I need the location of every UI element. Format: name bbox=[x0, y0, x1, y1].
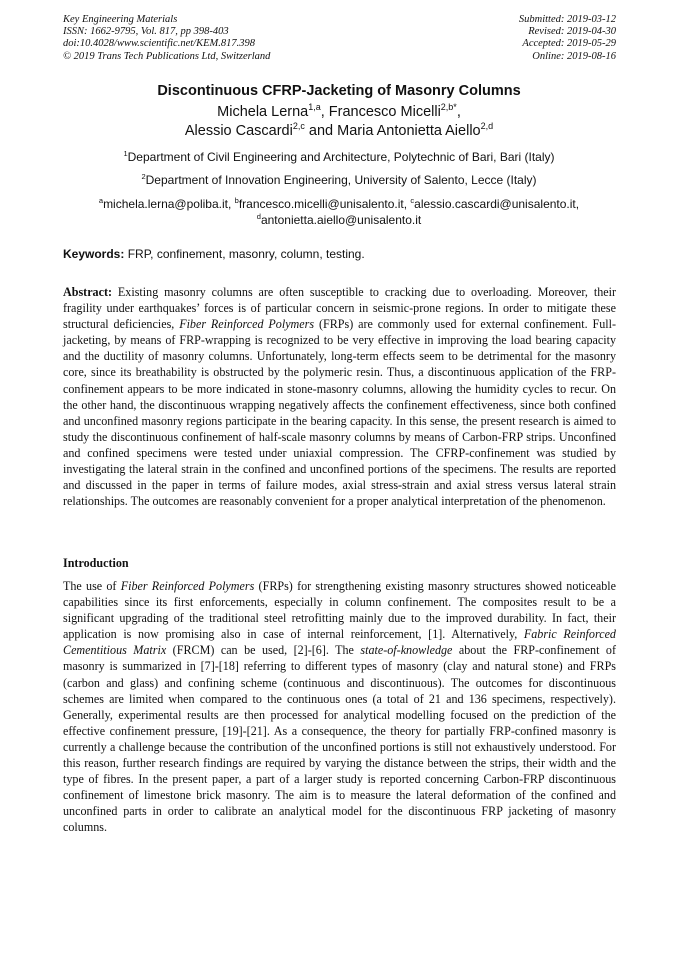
date-submitted: Submitted: 2019-03-12 bbox=[518, 14, 616, 25]
abstract-text: (FRPs) are commonly used for external confinement. Full-jacketing, by means of FRP-wrapping is recognized to be very effective in improving the load bearing capacity and the ductility of masonry columns. Unfortunately, long-term effects seem to be detrimental for the masonry core, since its breathability is obstructed by the polymeric resin. Thus, a discontinuous application of the FRP-confinement appears to be more indicated in stone-masonry columns, allowing the humidity cycles to recur. On the other hand, the discontinuous wrapping negatively affects the confinement effectiveness, since both confined and unconfined masonry regions participate in the bearing capacity. In this sense, the present research is aimed to study the discontinuous confinement of half-scale masonry columns by means of Carbon-FRP strips. Unconfined and confined specimens were tested under uniaxial compression. The CFRP-confinement was studied by investigating the lateral strain in the confined and unconfined portions of the specimens. The results are reported and discussed in the paper in terms of failure modes, axial stress-strain and axial stress versus lateral strain relationships. The outcomes are reasonably convenient for a proper analytical interpretation of the phenomenon. bbox=[63, 317, 616, 509]
date-online: Online: 2019-08-16 bbox=[532, 50, 616, 62]
intro-text: The use of bbox=[63, 579, 121, 593]
email-marker: b bbox=[234, 196, 239, 205]
author-name: Michela Lerna bbox=[217, 104, 309, 120]
author-affiliation-marker: 2,c bbox=[292, 121, 305, 132]
intro-italic-term: Fiber Reinforced Polymers bbox=[120, 579, 255, 593]
intro-italic-term: state-of-knowledge bbox=[360, 643, 453, 658]
affiliation-text: Department of Innovation Engineering, University of Salento, Lecce (Italy) bbox=[145, 173, 537, 187]
intro-text: (FRCM) can be used, [2]-[6]. The bbox=[166, 643, 361, 658]
keywords bbox=[63, 247, 618, 262]
abstract-italic-term: Fiber Reinforced Polymers bbox=[179, 317, 315, 332]
email-line-1 bbox=[0, 196, 678, 212]
keywords-text: FRP, confinement, masonry, column, testing. bbox=[124, 247, 365, 261]
affiliation-marker: 1 bbox=[123, 149, 128, 158]
author-affiliation-marker: 1,a bbox=[308, 102, 321, 113]
keywords-label: Keywords: bbox=[63, 247, 125, 261]
intro-italic-term: Fabric Reinforced Cementitious Matrix bbox=[63, 627, 616, 658]
author-list bbox=[0, 103, 678, 141]
intro-text: about the FRP-confinement of masonry is summarized in [7]-[18] referring to different types of masonry (clay and natural stone) and FRPs (carbon and glass) and confining scheme (continuous and discontinuous). The outcomes for discontinuous schemes are limited when compared to the continuous ones (a total of 21 and 136 specimens, respectively). Generally, experimental results are then processed for analytical modelling focused on the prediction of the effective confinement pressure, [19]-[21]. As a consequence, the theory for partially FRP-confined masonry is currently a challenge because the contribution of the unconfined portions is still not exhaustively understood. For this reason, further research findings are required by varying the distance between the strips, their width and the type of fibres. In the present paper, a part of a larger study is reported concerning Carbon-FRP discontinuous confinement of limestone brick masonry. The aim is to measure the lateral deformation of the confined and unconfined parts in order to calibrate an analytical model for the discontinuous FRP jacketing of masonry columns. bbox=[63, 643, 616, 835]
paper-title: Discontinuous CFRP-Jacketing of Masonry Columns bbox=[157, 83, 521, 99]
introduction-paragraph bbox=[63, 578, 616, 836]
journal-issn: ISSN: 1662-9795, Vol. 817, pp 398-403 bbox=[63, 26, 229, 38]
abstract-label: Abstract: bbox=[63, 285, 113, 299]
intro-text: (FRPs) for strengthening existing masonry structures showed noticeable capabilities since its first enforcements, especially in column confinement. The composites result to be a significant upgrading of the traditional steel retrofitting mainly due to the improved durability. In fact, their application is now promising also in case of internal reinforcement, [1]. Alternatively, bbox=[63, 579, 616, 642]
author-separator: and bbox=[304, 123, 338, 139]
author-line-2 bbox=[0, 122, 678, 141]
author-affiliation-marker: 2,b* bbox=[440, 102, 457, 113]
author-name: Maria Antonietta Aiello bbox=[337, 123, 481, 139]
affiliation-2 bbox=[0, 173, 678, 188]
email-link[interactable]: alessio.cascardi@unisalento.it, bbox=[414, 197, 580, 211]
email-line-2 bbox=[0, 212, 678, 228]
affiliation-1 bbox=[0, 150, 678, 165]
journal-name: Key Engineering Materials bbox=[63, 14, 178, 25]
author-separator: , bbox=[456, 104, 461, 120]
journal-doi[interactable]: doi:10.4028/www.scientific.net/KEM.817.398 bbox=[63, 38, 255, 50]
email-link[interactable]: antonietta.aiello@unisalento.it bbox=[260, 213, 422, 227]
email-marker: c bbox=[410, 196, 415, 205]
email-link[interactable]: michela.lerna@poliba.it, bbox=[103, 197, 235, 211]
date-revised: Revised: 2019-04-30 bbox=[528, 26, 616, 38]
author-name: Francesco Micelli bbox=[328, 104, 441, 120]
affiliation-marker: 2 bbox=[141, 172, 146, 181]
email-link[interactable]: francesco.micelli@unisalento.it, bbox=[238, 197, 411, 211]
email-marker: d bbox=[256, 212, 261, 221]
author-separator: , bbox=[320, 104, 329, 120]
date-accepted: Accepted: 2019-05-29 bbox=[522, 38, 616, 50]
author-line-1 bbox=[0, 103, 678, 122]
section-heading-introduction: Introduction bbox=[63, 556, 129, 570]
author-name: Alessio Cascardi bbox=[184, 123, 293, 139]
abstract bbox=[63, 284, 616, 509]
publication-dates bbox=[519, 14, 616, 63]
affiliation-text: Department of Civil Engineering and Architecture, Polytechnic of Bari, Bari (Italy) bbox=[127, 150, 555, 164]
email-marker: a bbox=[98, 196, 104, 205]
author-emails bbox=[0, 196, 678, 228]
journal-info bbox=[63, 14, 270, 63]
journal-copyright: © 2019 Trans Tech Publications Ltd, Switzerland bbox=[63, 50, 271, 62]
author-affiliation-marker: 2,d bbox=[480, 121, 494, 132]
abstract-text: Existing masonry columns are often susceptible to cracking due to overloading. Moreover, their fragility under earthquakes’ forces is of particular concern in seismic-prone regions. In order to mitigate these structural deficiencies, bbox=[63, 285, 616, 332]
